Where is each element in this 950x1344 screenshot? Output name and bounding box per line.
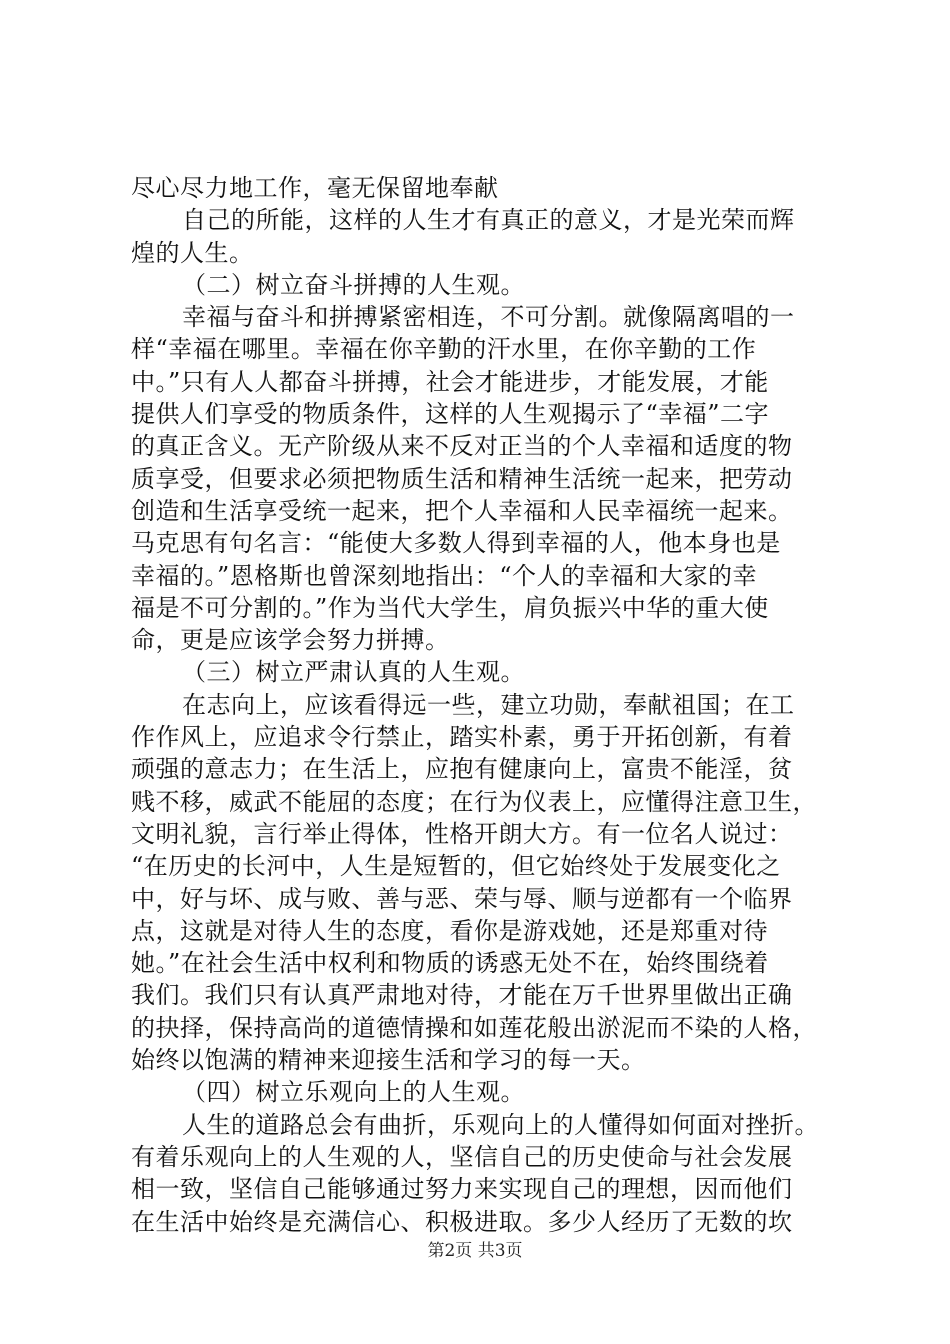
text-line: 的抉择，保持高尚的道德情操和如莲花般出淤泥而不染的人格， [131, 1013, 817, 1042]
text-line: 中，好与坏、成与败、善与恶、荣与辱、顺与逆都有一个临界 [131, 884, 793, 913]
text-line: 福是不可分割的。”作为当代大学生，肩负振兴中华的重大使 [131, 593, 769, 622]
text-line: 顽强的意志力；在生活上，应抱有健康向上，富贵不能淫，贫 [131, 755, 793, 784]
text-line: 作作风上，应追求令行禁止，踏实朴素，勇于开拓创新，有着 [131, 723, 793, 752]
text-line: “在历史的长河中，人生是短暂的，但它始终处于发展变化之 [131, 852, 781, 881]
text-line: 尽心尽力地工作，毫无保留地奉献 [131, 174, 499, 202]
text-line: 在志向上，应该看得远一些，建立功勋，奉献祖国；在工 [182, 690, 795, 719]
text-line: 在生活中始终是充满信心、积极进取。多少人经历了无数的坎 [131, 1207, 793, 1236]
text-line: 贱不移，威武不能屈的态度；在行为仪表上，应懂得注意卫生， [131, 787, 817, 816]
section-heading: （四）树立乐观向上的人生观。 [182, 1078, 525, 1107]
text-line: 她。”在社会生活中权利和物质的诱惑无处不在，始终围绕着 [131, 949, 769, 978]
text-line: 中。”只有人人都奋斗拼搏，社会才能进步，才能发展，才能 [131, 367, 769, 396]
text-line: 煌的人生。 [131, 238, 254, 267]
text-line: 的真正含义。无产阶级从来不反对正当的个人幸福和适度的物 [131, 432, 793, 461]
text-line: 人生的道路总会有曲折，乐观向上的人懂得如何面对挫折。 [182, 1110, 819, 1139]
text-line: 质享受，但要求必须把物质生活和精神生活统一起来，把劳动 [131, 464, 793, 493]
text-line: 自己的所能，这样的人生才有真正的意义，才是光荣而辉 [182, 206, 795, 235]
text-line: 幸福与奋斗和拼搏紧密相连，不可分割。就像隔离唱的一 [182, 303, 795, 332]
text-line: 提供人们享受的物质条件，这样的人生观揭示了“幸福”二字 [131, 400, 770, 429]
text-line: 有着乐观向上的人生观的人，坚信自己的历史使命与社会发展 [131, 1142, 793, 1171]
text-line: 文明礼貌，言行举止得体，性格开朗大方。有一位名人说过： [131, 819, 793, 848]
text-line: 命，更是应该学会努力拼搏。 [131, 626, 450, 655]
text-line: 相一致，坚信自己能够通过努力来实现自己的理想，因而他们 [131, 1175, 793, 1204]
page-number-footer: 第2页 共3页 [427, 1241, 523, 1261]
text-line: 样“幸福在哪里。幸福在你辛勤的汗水里，在你辛勤的工作 [131, 335, 757, 364]
text-line: 马克思有句名言：“能使大多数人得到幸福的人，他本身也是 [131, 529, 781, 558]
text-line: 点，这就是对待人生的态度，看你是游戏她，还是郑重对待 [131, 916, 768, 945]
text-line: 创造和生活享受统一起来，把个人幸福和人民幸福统一起来。 [131, 496, 793, 525]
section-heading: （三）树立严肃认真的人生观。 [182, 658, 525, 687]
text-line: 始终以饱满的精神来迎接生活和学习的每一天。 [131, 1046, 646, 1075]
text-line: 我们。我们只有认真严肃地对待，才能在万千世界里做出正确 [131, 981, 793, 1010]
section-heading: （二）树立奋斗拼搏的人生观。 [182, 270, 525, 299]
text-line: 幸福的。”恩格斯也曾深刻地指出：“个人的幸福和大家的幸 [131, 561, 758, 590]
document-body [131, 172, 831, 1238]
